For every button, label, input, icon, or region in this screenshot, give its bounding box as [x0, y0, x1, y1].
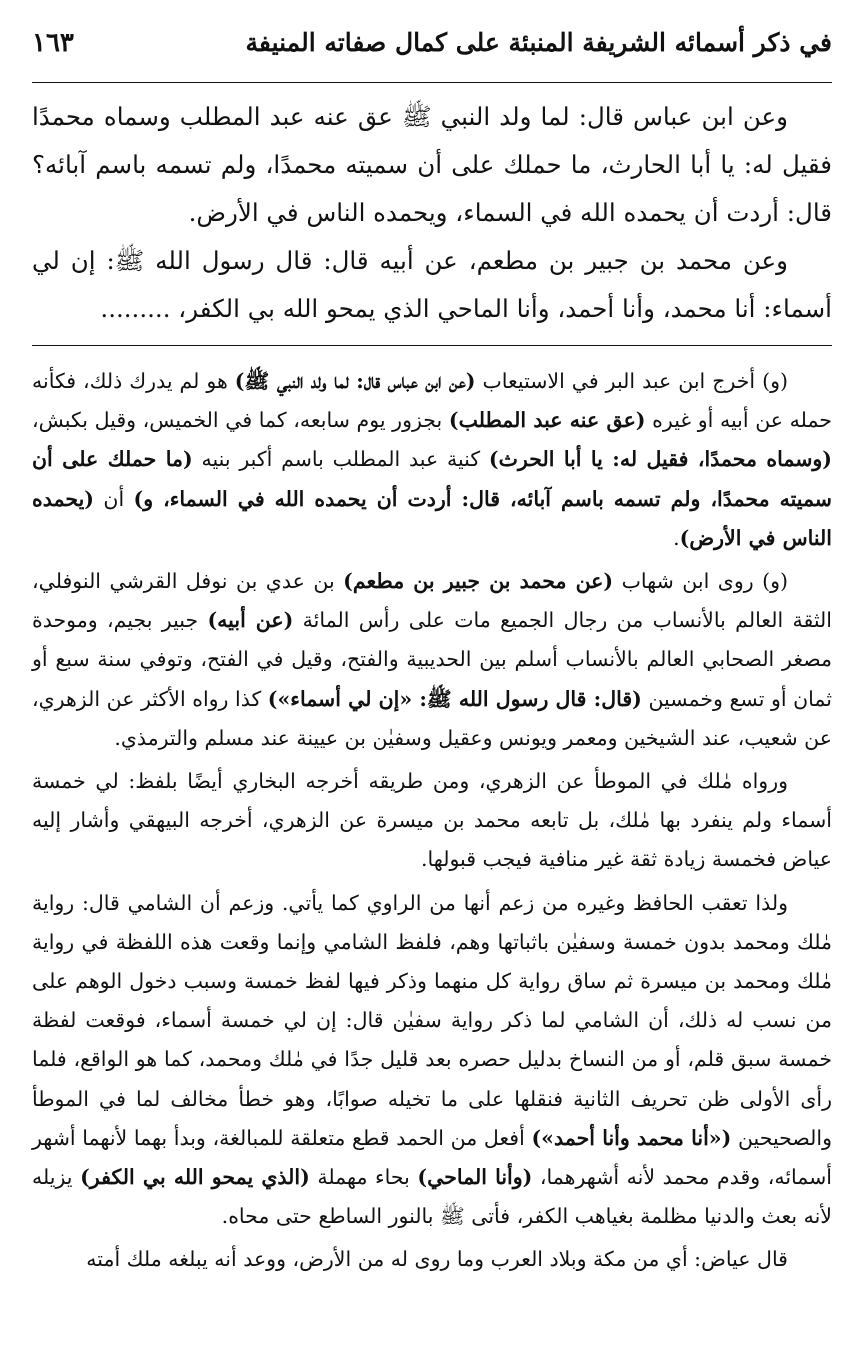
commentary-paragraph: ولذا تعقب الحافظ وغيره من زعم أنها من الراوي كما يأتي. وزعم أن الشامي قال: رواية مٰلك ومحمد بدون خمسة وسفيٰن باثباتها وهم، فلفظ الشامي وإنما وقعت هذه اللفظة في رواية مٰلك ومحمد بن ميسرة ثم ساق رواية كل منهما وذكر فيها لفظ خمسة وسبب دخول الوهم على من نسب له ذلك، أن الشامي لما ذكر رواية سفيٰن قال: إن لي خمسة أسماء، فوقعت لفظة خمسة سبق قلم، أو من النساخ بدليل حصره بعد قليل جدًا في مٰلك ومحمد، كما هو الواقع، فلما رأى الأولى ظن تحريف الثانية فنقلها على ما تخيله صوابًا، وهو خطأ مخالف لما في الموطأ والصحيحين («أنا محمد وأنا أحمد») أفعل من الحمد قطع متعلقة للمبالغة، وبدأ بهما لأنهما أشهر أسمائه، وقدم محمد لأنه أشهرهما، (وأنا الماحي) بحاء مهملة (الذي يمحو الله بي الكفر) يزيله لأنه بعث والدنيا مظلمة بغياهب الكفر، فأتى ﷺ بالنور الساطع حتى محاه.: [32, 890, 833, 1229]
running-title: في ذكر أسمائه الشريفة المنبئة على كمال صفاته المنيفة: [245, 28, 832, 57]
commentary-paragraph: (و) أخرج ابن عبد البر في الاستيعاب (عن ابن عباس قال: لما ولد النبي ﷺ) هو لم يدرك ذلك، فكأنه حمله عن أبيه أو غيره (عق عنه عبد المطلب) بجزور يوم سابعه، كما في الخميس، وقيل بكبش، (وسماه محمدًا، فقيل له: يا أبا الحرث) كنية عبد المطلب باسم أكبر بنيه (ما حملك على أن سميته محمدًا، ولم تسمه باسم آبائه، قال: أردت أن يحمده الله في السماء، و) أن (يحمده الناس في الأرض).: [32, 369, 833, 550]
commentary-text: [32, 346, 832, 1280]
commentary-paragraph: ورواه مٰلك في الموطأ عن الزهري، ومن طريقه أخرجه البخاري أيضًا بلفظ: لي خمسة أسماء ولم ينفرد بها مٰلك، بل تابعه محمد بن ميسرة عن الزهري، أخرجه البيهقي وأشار إليه عياض فخمسة زيادة ثقة غير منافية فيجب قبولها.: [32, 769, 832, 872]
page-number: ١٦٣: [32, 28, 74, 58]
page-header: [32, 0, 832, 60]
commentary-paragraph: (و) روى ابن شهاب (عن محمد بن جبير بن مطعم) بن عدي بن نوفل القرشي النوفلي، الثقة العالم بالأنساب من رجال الجميع مات على رأس المائة (عن أبيه) جبير بجيم، وموحدة مصغر الصحابي العالم بالأنساب أسلم بين الحديبية والفتح، وقيل في الفتح، وتوفي سنة سبع أو ثمان أو تسع وخمسين (قال: قال رسول الله ﷺ: «إن لي أسماء») كذا رواه الأكثر عن الزهري، عن شعيب، عند الشيخين ومعمر ويونس وعقيل وسفيٰن بن عيينة عند مسلم والترمذي.: [32, 569, 832, 750]
hadith-paragraph: وعن ابن عباس قال: لما ولد النبي ﷺ عق عنه عبد المطلب وسماه محمدًا فقيل له: يا أبا الحارث، ما حملك على أن سميته محمدًا، ولم تسمه باسم آبائه؟ قال: أردت أن يحمده الله في السماء، ويحمده الناس في الأرض.: [32, 102, 832, 227]
commentary-paragraph: قال عياض: أي من مكة وبلاد العرب وما روى له من الأرض، ووعد أنه يبلغه ملك أمته: [86, 1247, 788, 1272]
hadith-text: [32, 83, 832, 333]
hadith-paragraph: وعن محمد بن جبير بن مطعم، عن أبيه قال: قال رسول الله ﷺ: إن لي أسماء: أنا محمد، وأنا أحمد، وأنا الماحي الذي يمحو الله بي الكفر، .........: [32, 246, 832, 323]
